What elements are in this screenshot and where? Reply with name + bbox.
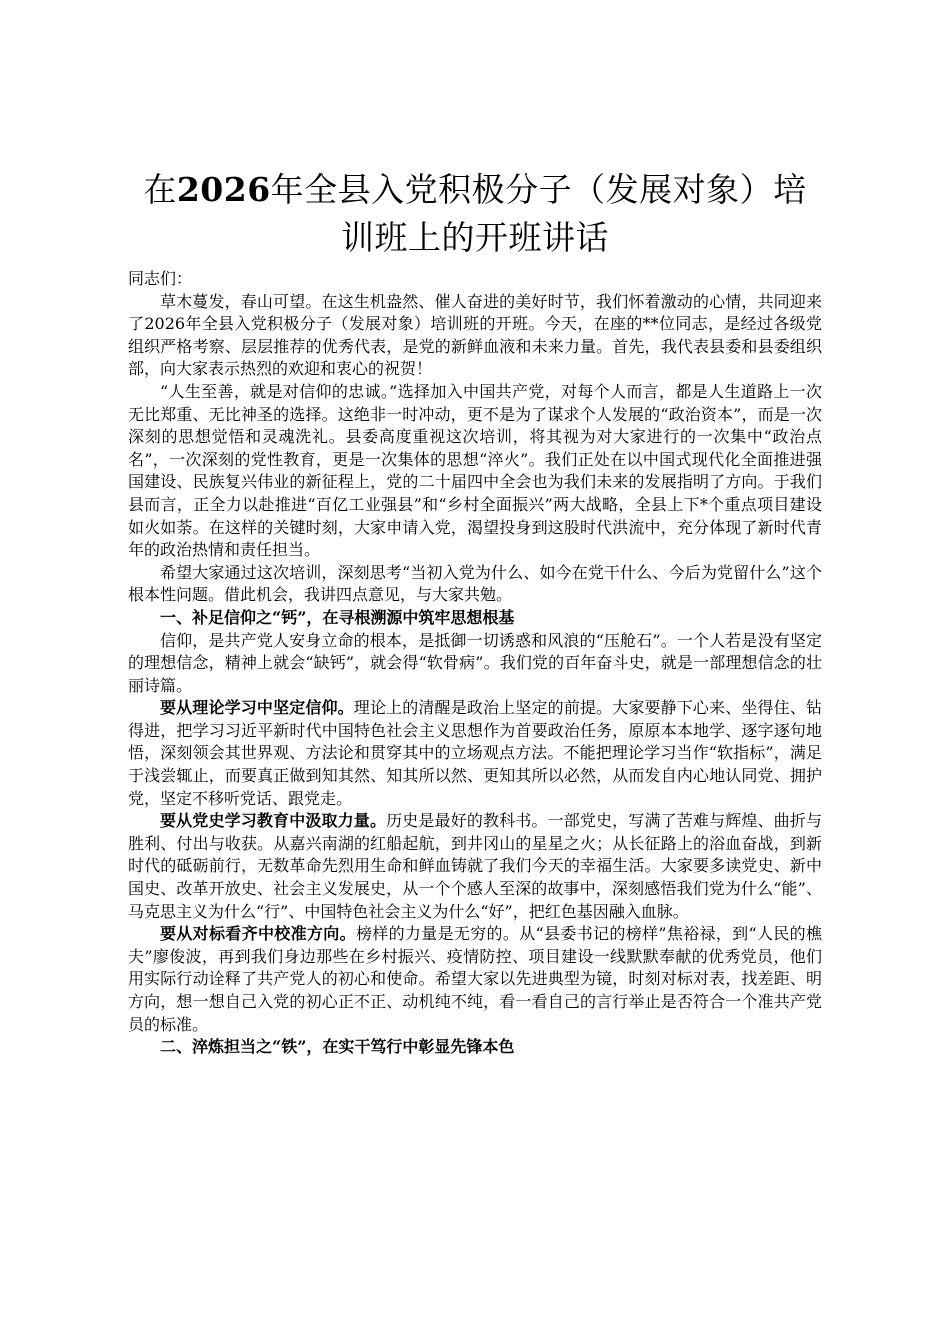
- paragraph-intro: 草木蔓发，春山可望。在这生机盎然、催人奋进的美好时节，我们怀着激动的心情，共同迎来了2026年全县入党积极分子（发展对象）培训班的开班。今天，在座的**位同志，是经过各级党组织严格考察、层层推荐的优秀代表，是党的新鲜血液和未来力量。首先，我代表县委和县委组织部，向大家表示热烈的欢迎和衷心的祝贺！: [128, 291, 822, 379]
- salutation: 同志们：: [128, 269, 193, 288]
- paragraph-lead: 要从党史学习教育中汲取力量。: [160, 811, 387, 831]
- document-page: [128, 166, 822, 1059]
- title-rest: 年全县入党积极分子（发展对象）培训班上的开班讲话: [270, 170, 807, 257]
- paragraph-faith: 信仰，是共产党人安身立命的根本，是抵御一切诱惑和风浪的“压舱石”。一个人若是没有坚定的理想信念，精神上就会“缺钙”，就会得“软骨病”。我们党的百年奋斗史，就是一部理想信念的壮丽诗篇。: [128, 630, 822, 695]
- paragraph-lead: 要从理论学习中坚定信仰。: [160, 698, 354, 718]
- paragraph-theory: [128, 697, 822, 810]
- paragraph-body: 榜样的力量是无穷的。从“县委书记的榜样”焦裕禄，到“人民的樵夫”廖俊波，再到我们身边那些在乡村振兴、疫情防控、项目建设一线默默奉献的优秀党员，他们用实际行动诠释了共产党人的初心和使命。希望大家以先进典型为镜，时刻对标对表，找差距、明方向，想一想自己入党的初心正不正、动机纯不纯，看一看自己的言行举止是否符合一个准共产党员的标准。: [128, 924, 822, 1034]
- paragraph-background: “人生至善，就是对信仰的忠诚。”选择加入中国共产党，对每个人而言，都是人生道路上一次无比郑重、无比神圣的选择。这绝非一时冲动，更不是为了谋求个人发展的“政治资本”，而是一次深刻的思想觉悟和灵魂洗礼。县委高度重视这次培训，将其视为对大家进行的一次集中“政治点名”，一次深刻的党性教育，更是一次集体的思想“淬火”。我们正处在以中国式现代化全面推进强国建设、民族复兴伟业的新征程上，党的二十届四中全会也为我们未来的发展指明了方向。于我们县而言，正全力以赴推进“百亿工业强县”和“乡村全面振兴”两大战略，全县上下*个重点项目建设如火如荼。在这样的关键时刻，大家申请入党，渴望投身到这股时代洪流中，充分体现了新时代青年的政治热情和责任担当。: [128, 381, 822, 560]
- section-heading-2: 二、淬炼担当之“铁”，在实干笃行中彰显先锋本色: [160, 1037, 515, 1057]
- paragraph-role-models: [128, 923, 822, 1036]
- title-prefix: 在: [143, 170, 177, 209]
- paragraph-hope: 希望大家通过这次培训，深刻思考“当初入党为什么、如今在党干什么、今后为党留什么”这个根本性问题。借此机会，我讲四点意见，与大家共勉。: [128, 562, 822, 605]
- document-title: [128, 166, 822, 262]
- paragraph-body: 理论上的清醒是政治上坚定的前提。大家要静下心来、坐得住、钻得进，把学习习近平新时代中国特色社会主义思想作为首要政治任务，原原本本地学、逐字逐句地悟，深刻领会其世界观、方法论和贯穿其中的立场观点方法。不能把理论学习当作“软指标”，满足于浅尝辄止，而要真正做到知其然、知其所以然、更知其所以必然，从而发自内心地认同党、拥护党，坚定不移听党话、跟党走。: [128, 698, 822, 808]
- paragraph-party-history: [128, 810, 822, 923]
- paragraph-body: 历史是最好的教科书。一部党史，写满了苦难与辉煌、曲折与胜利、付出与收获。从嘉兴南湖的红船起航，到井冈山的星星之火；从长征路上的浴血奋战，到新时代的砥砺前行，无数革命先烈用生命和鲜血铸就了我们今天的幸福生活。大家要多读党史、新中国史、改革开放史、社会主义发展史，从一个个感人至深的故事中，深刻感悟我们党为什么“能”、马克思主义为什么“行”、中国特色社会主义为什么“好”，把红色基因融入血脉。: [128, 811, 822, 921]
- title-year: 2026: [176, 170, 271, 209]
- paragraph-lead: 要从对标看齐中校准方向。: [160, 924, 356, 944]
- section-heading-1: 一、补足信仰之“钙”，在寻根溯源中筑牢思想根基: [160, 607, 515, 627]
